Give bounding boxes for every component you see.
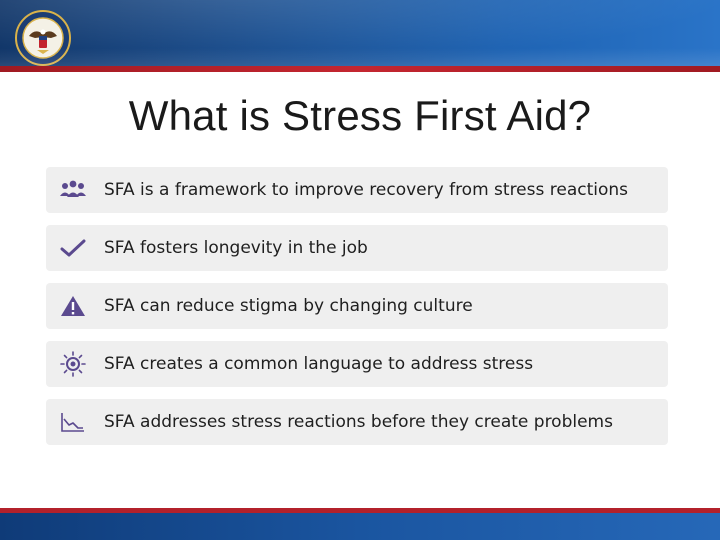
slide-title: What is Stress First Aid? — [128, 92, 592, 139]
list-item — [46, 283, 668, 329]
header-red-stripe — [0, 66, 720, 72]
list-item — [46, 167, 668, 213]
list-item-text: SFA is a framework to improve recovery from stress reactions — [104, 180, 629, 200]
warning-icon — [58, 291, 88, 321]
list-item — [46, 225, 668, 271]
checkmark-icon — [58, 233, 88, 263]
footer-banner — [0, 513, 720, 540]
people-group-icon — [58, 175, 88, 205]
list-item — [46, 341, 668, 387]
list-item-text: SFA creates a common language to address stress — [104, 354, 534, 374]
list-item-text: SFA addresses stress reactions before they create problems — [104, 412, 613, 432]
list-item-text: SFA can reduce stigma by changing culture — [104, 296, 473, 316]
trend-down-chart-icon — [58, 407, 88, 437]
list-item — [46, 399, 668, 445]
va-seal-logo — [15, 10, 71, 66]
lightbulb-icon — [58, 349, 88, 379]
list-item-text: SFA fosters longevity in the job — [104, 238, 368, 258]
header-banner — [0, 0, 720, 66]
